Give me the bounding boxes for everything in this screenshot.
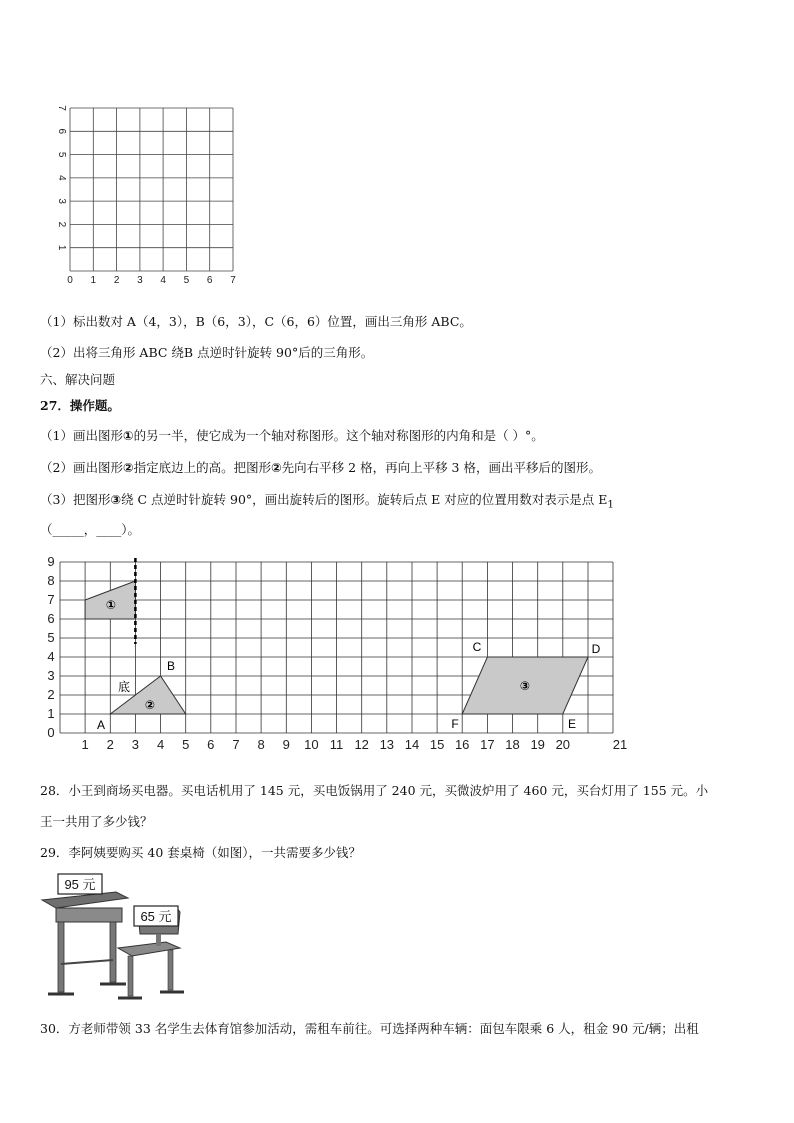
grid1-x-tick: 4 [160, 275, 166, 286]
circled-three: ③ [110, 492, 122, 507]
grid1-x-tick: 3 [137, 275, 143, 286]
grid2-y-tick: 8 [47, 573, 55, 588]
grid2-x-tick: 18 [505, 737, 520, 752]
grid2-x-tick: 10 [304, 737, 319, 752]
grid2-y-tick: 4 [47, 649, 55, 664]
shape-1-label: ① [105, 598, 117, 612]
base-label: 底 [117, 680, 131, 694]
grid1-y-tick: 3 [56, 198, 67, 204]
point-b-label: B [166, 659, 176, 673]
grid1-y-tick: 4 [56, 175, 67, 181]
grid2-x-tick: 16 [454, 737, 470, 752]
q27-part3-text-a: （3）把图形 [40, 492, 111, 507]
q27-part3-text-b: 绕 C 点逆时针旋转 90°，画出旋转后的图形。旋转后点 E 对应的位置用数对表示是点 E [121, 492, 608, 507]
point-f-label: F [451, 717, 459, 731]
circled-two: ② [122, 460, 134, 475]
q27-part2-text-b: 指定底边上的高。把图形 [133, 460, 272, 475]
point-d-label: D [591, 642, 601, 656]
desk-leg [58, 922, 64, 992]
desk-brace [61, 960, 113, 964]
shape-3-label: ③ [519, 679, 531, 693]
point-c-label: C [472, 640, 482, 654]
q27-part3 [40, 490, 614, 511]
grid2-y-tick: 3 [47, 668, 55, 683]
grid2-y-tick: 5 [47, 630, 55, 645]
grid1-x-tick: 0 [67, 275, 73, 286]
grid2-x-tick: 15 [429, 737, 445, 752]
desk-price-text: 95 元 [64, 877, 96, 892]
desk-chair-illustration [38, 872, 238, 1007]
q27-part1-text-b: 的另一半，使它成为一个轴对称图形。这个轴对称图形的内角和是（ ）°。 [133, 428, 544, 443]
grid1-lines [70, 108, 233, 271]
grid2-x-tick: 1 [81, 737, 89, 752]
q27-part1-text-a: （1）画出图形 [40, 428, 123, 443]
desk-drawer [56, 908, 122, 922]
subscript-one: 1 [607, 498, 614, 511]
grid2-x-tick: 7 [232, 737, 240, 752]
grid1-x-tick: 2 [113, 275, 120, 286]
grid1-x-tick: 1 [90, 275, 97, 286]
grid2-y-tick: 1 [47, 706, 55, 721]
grid1-y-tick: 5 [56, 151, 67, 158]
grid2-x-tick: 9 [282, 737, 290, 752]
q27-part3-answer: （_____，____）。 [40, 522, 141, 537]
grid2-x-tick: 14 [404, 737, 420, 752]
grid2-y-tick: 2 [47, 687, 55, 702]
grid2-x-tick: 4 [156, 737, 165, 752]
q29-line1: 29．李阿姨要购买 40 套桌椅（如图），一共需要多少钱？ [40, 845, 362, 860]
circled-one: ① [122, 428, 134, 443]
section-heading: 六、解决问题 [40, 372, 116, 387]
point-a-label: A [96, 718, 106, 732]
grid2-x-tick: 6 [207, 737, 215, 752]
shape-2-label: ② [144, 698, 156, 712]
grid1-y-tick: 2 [56, 221, 67, 228]
operation-grid-2 [0, 550, 794, 770]
grid1-y-tick: 1 [56, 244, 67, 251]
chair-post [156, 934, 161, 946]
grid2-y-tick: 9 [47, 554, 55, 569]
grid1-y-tick: 7 [56, 105, 67, 111]
grid2-x-tick: 8 [257, 737, 265, 752]
chair-leg [128, 956, 133, 996]
q30-line1: 30．方老师带领 33 名学生去体育馆参加活动，需租车前往。可选择两种车辆：面包车限乘 6 人，租金 90 元/辆；出租 [40, 1021, 699, 1036]
chair-price-text: 65 元 [140, 909, 172, 924]
grid1-x-tick: 7 [230, 275, 236, 286]
grid2-y-tick: 7 [47, 592, 55, 607]
q28-line2: 王一共用了多少钱？ [40, 814, 153, 829]
grid2-y-tick: 6 [47, 611, 55, 626]
q27-part2-text-c: 先向右平移 2 格，再向上平移 3 格，画出平移后的图形。 [281, 460, 601, 475]
grid2-x-tick: 17 [480, 737, 495, 752]
coordinate-grid-1 [0, 0, 794, 300]
circled-two: ② [271, 460, 282, 475]
grid1-x-tick: 6 [206, 275, 213, 286]
grid2-y-tick: 0 [47, 725, 55, 740]
q27-title: 27．操作题。 [40, 398, 120, 413]
q28-line1: 28．小王到商场买电器。买电话机用了 145 元，买电饭锅用了 240 元，买微波炉用了 460 元，买台灯用了 155 元。小 [40, 783, 709, 798]
grid2-x-tick: 12 [354, 737, 369, 752]
q26-part2: （2）出将三角形 ABC 绕B 点逆时针旋转 90°后的三角形。 [40, 345, 374, 360]
grid1-y-tick: 6 [56, 128, 67, 135]
grid2-x-tick: 2 [106, 737, 114, 752]
grid2-x-tick: 13 [379, 737, 395, 752]
q27-part2-text-a: （2）画出图形 [40, 460, 123, 475]
q26-part1: （1）标出数对 A（4，3），B（6，3），C（6，6）位置，画出三角形 ABC。 [40, 314, 472, 329]
point-e-label: E [567, 717, 577, 731]
grid2-x-tick: 11 [329, 737, 344, 752]
q27-part1 [40, 426, 544, 444]
grid1-x-tick: 5 [183, 275, 190, 286]
chair-leg [168, 950, 173, 990]
grid2-x-tick: 21 [612, 737, 628, 752]
grid2-x-tick: 3 [131, 737, 140, 752]
desk-leg [110, 922, 116, 982]
grid2-x-tick: 20 [555, 737, 571, 752]
q27-part2 [40, 458, 601, 476]
grid2-x-tick: 19 [530, 737, 545, 752]
grid2-x-tick: 5 [182, 737, 190, 752]
